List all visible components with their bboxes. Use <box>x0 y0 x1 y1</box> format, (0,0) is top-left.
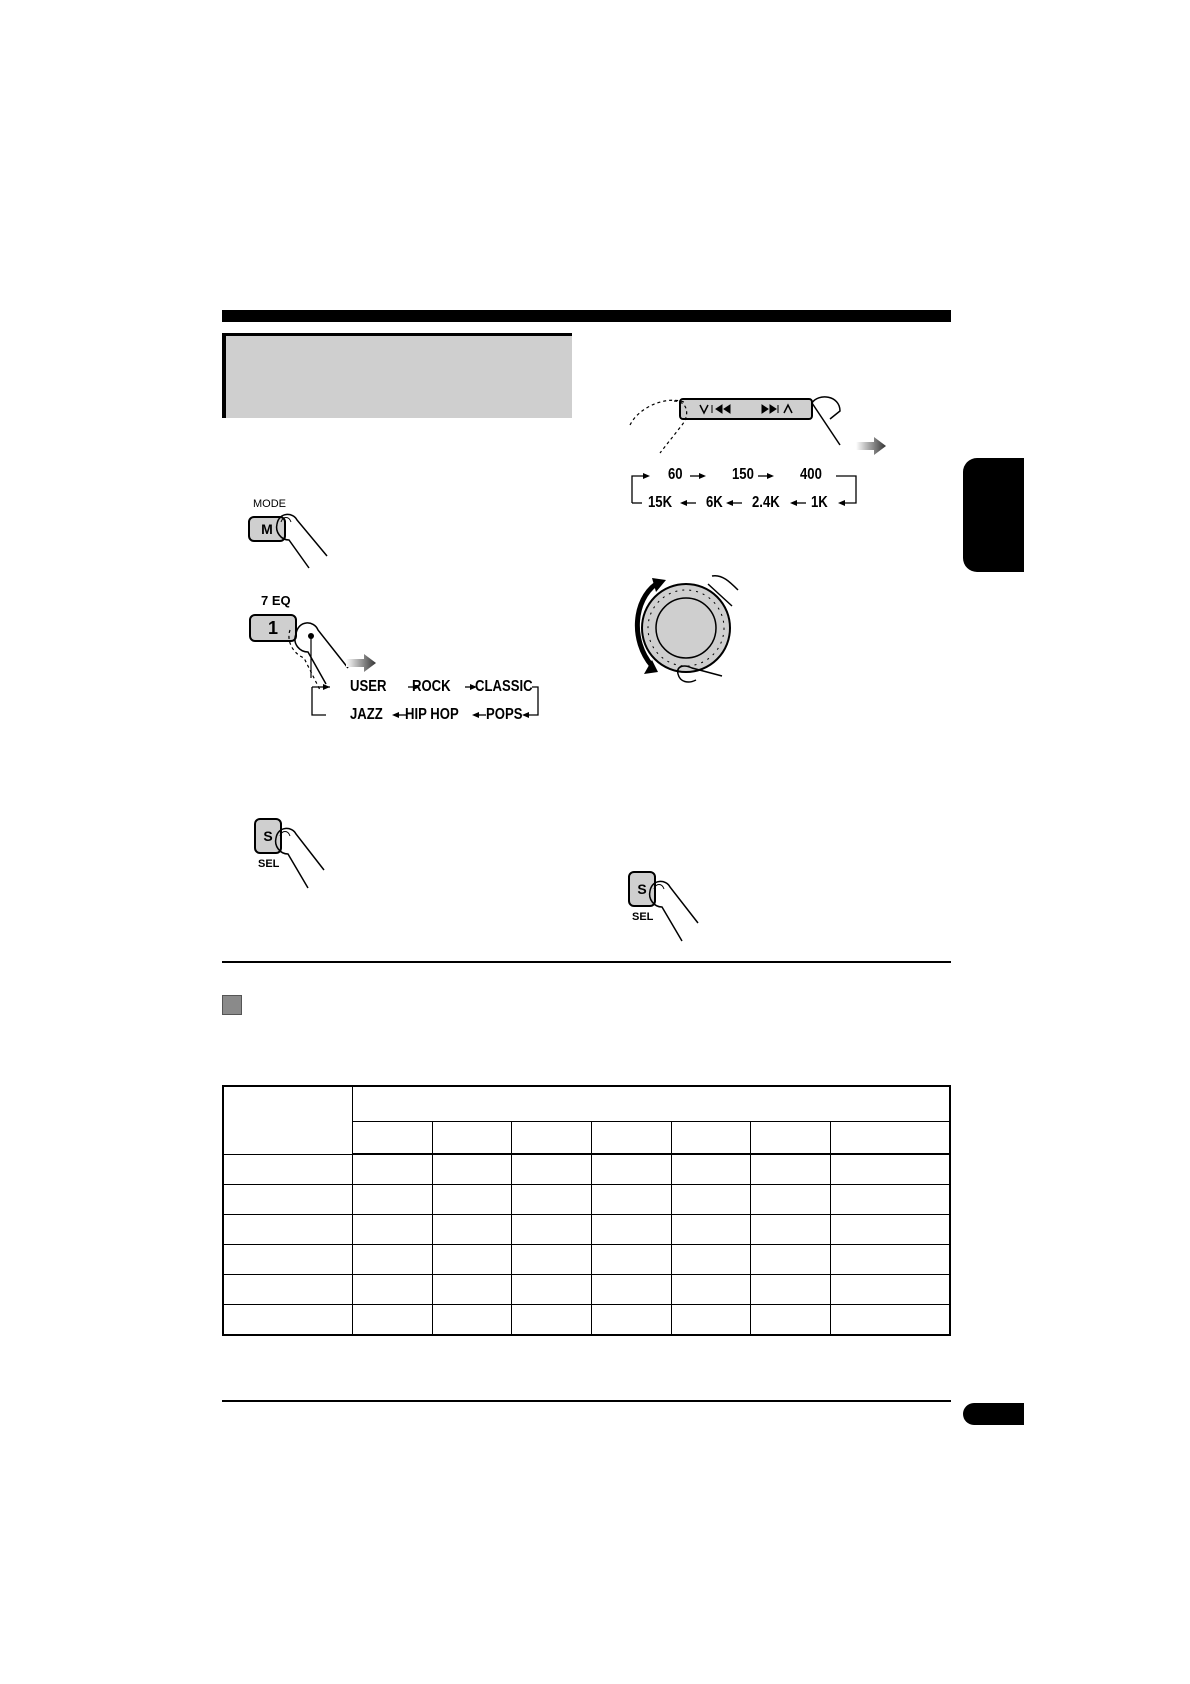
control-dial-icon[interactable] <box>626 570 746 690</box>
freq-2-4k: 2.4K <box>752 494 780 511</box>
footer-rule <box>222 1400 951 1402</box>
table-header-cell <box>830 1122 950 1155</box>
hold-arrow-icon <box>856 437 886 455</box>
sel-button-label: SEL <box>258 858 280 870</box>
sel-button-right-label: SEL <box>632 911 654 923</box>
mode-button-label: MODE <box>253 498 286 510</box>
freq-60: 60 <box>668 466 683 483</box>
eq-mode-jazz: JAZZ <box>350 706 383 723</box>
table-row <box>223 1275 950 1305</box>
table-header-cell <box>512 1122 592 1155</box>
eq-mode-pops: POPS <box>486 706 523 723</box>
table-header-cell <box>353 1086 951 1122</box>
eq-mode-hiphop: HIP HOP <box>405 706 459 723</box>
sel-button-right[interactable]: S <box>628 871 656 907</box>
subsection-marker-icon <box>222 995 242 1015</box>
finger-press-icon <box>274 826 334 890</box>
freq-1k: 1K <box>811 494 828 511</box>
finger-press-icon <box>275 510 335 570</box>
table-row <box>223 1154 950 1185</box>
eq-mode-classic: CLASSIC <box>475 678 533 695</box>
table-header-cell <box>591 1122 671 1155</box>
table-row <box>223 1245 950 1275</box>
freq-15k: 15K <box>648 494 673 511</box>
table-row <box>223 1215 950 1245</box>
mode-button[interactable]: M <box>248 516 286 542</box>
finger-press-icon <box>648 879 708 943</box>
table-row <box>223 1185 950 1215</box>
page-number-tab <box>963 1403 1024 1425</box>
freq-6k: 6K <box>706 494 723 511</box>
section-title-box <box>222 333 572 418</box>
table-header-cell <box>671 1122 751 1155</box>
eq-preset-table <box>222 1085 951 1336</box>
table-header-cell <box>223 1086 353 1154</box>
table-header-cell <box>353 1122 433 1155</box>
freq-400: 400 <box>800 466 822 483</box>
eq-preset-button[interactable]: 1 <box>249 614 297 642</box>
table-row <box>223 1305 950 1336</box>
table-header-cell <box>432 1122 512 1155</box>
section-top-bar <box>222 310 951 322</box>
hold-arrow-icon <box>346 654 376 672</box>
table-header-cell <box>751 1122 831 1155</box>
eq-button-label: 7 EQ <box>261 593 291 608</box>
section-divider <box>222 961 951 963</box>
eq-mode-user: USER <box>350 678 387 695</box>
freq-150: 150 <box>732 466 754 483</box>
sel-button[interactable]: S <box>254 818 282 854</box>
language-side-tab <box>963 458 1024 572</box>
eq-mode-rock: ROCK <box>412 678 451 695</box>
